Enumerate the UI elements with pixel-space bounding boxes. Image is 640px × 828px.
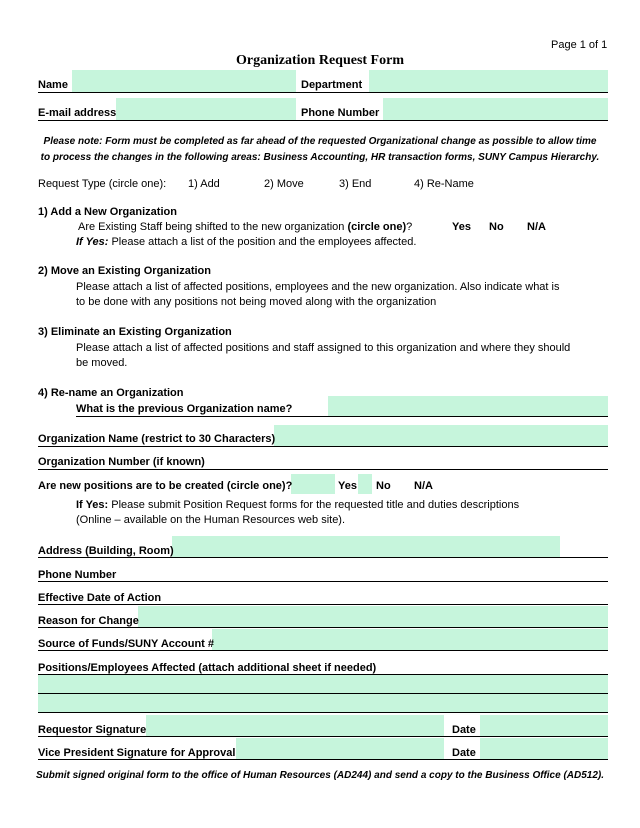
reason-label: Reason for Change — [38, 615, 139, 627]
positions-yes-option[interactable]: Yes — [338, 480, 357, 492]
funds-label: Source of Funds/SUNY Account # — [38, 638, 215, 650]
positions-response-field[interactable] — [291, 474, 335, 494]
request-type-add[interactable]: 1) Add — [188, 178, 220, 190]
request-type-move[interactable]: 2) Move — [264, 178, 304, 190]
page-number: Page 1 of 1 — [551, 39, 608, 51]
positions-affected-label: Positions/Employees Affected (attach additional sheet if needed) — [38, 662, 377, 674]
move-line-2: to be done with any positions not being moved along with the organization — [76, 296, 437, 308]
add-question-text: Are Existing Staff being shifted to the new organization — [78, 221, 345, 233]
section-rename-heading: 4) Re-name an Organization — [38, 387, 184, 399]
add-ifyes-text: Please attach a list of the position and the employees affected. — [111, 236, 417, 248]
vp-date-label: Date — [452, 747, 476, 759]
org-name-label: Organization Name (restrict to 30 Characters) — [38, 433, 276, 445]
positions-affected-field-2[interactable] — [38, 694, 608, 712]
add-ifyes-label: If Yes: — [76, 236, 109, 248]
add-no-option[interactable]: No — [489, 221, 504, 233]
details-phone-label: Phone Number — [38, 569, 117, 581]
email-row-line — [38, 120, 608, 121]
add-circle-one: (circle one) — [347, 221, 407, 233]
request-type-label: Request Type (circle one): — [38, 178, 167, 190]
previous-org-name-field[interactable] — [328, 396, 608, 416]
name-field[interactable] — [72, 70, 296, 92]
positions-question: Are new positions are to be created (circle one)? — [38, 480, 293, 492]
department-label: Department — [301, 79, 363, 91]
add-ifyes-line — [76, 236, 416, 248]
reason-line — [38, 627, 608, 628]
address-field[interactable] — [172, 536, 560, 557]
positions-ifyes-text: Please submit Position Request forms for the requested title and duties descriptions — [111, 499, 520, 511]
positions-ifyes-label: If Yes: — [76, 499, 109, 511]
phone-field[interactable] — [383, 98, 608, 120]
positions-no-option[interactable]: No — [376, 480, 391, 492]
effective-date-line — [38, 604, 608, 605]
positions-na-option[interactable]: N/A — [414, 480, 433, 492]
add-question-mark: ? — [406, 221, 413, 233]
eliminate-line-1: Please attach a list of affected positions and staff assigned to this organization and where they should — [76, 342, 571, 354]
requestor-date-label: Date — [452, 724, 476, 736]
add-yes-option[interactable]: Yes — [452, 221, 471, 233]
department-field[interactable] — [369, 70, 608, 92]
positions-ifyes-line-2: (Online – available on the Human Resources web site). — [76, 514, 346, 526]
requestor-date-field[interactable] — [480, 715, 608, 736]
reason-field[interactable] — [138, 606, 608, 627]
vp-signature-label: Vice President Signature for Approval — [38, 747, 236, 759]
details-phone-line — [38, 581, 608, 582]
request-type-end[interactable]: 3) End — [339, 178, 372, 190]
requestor-signature-label: Requestor Signature — [38, 724, 147, 736]
request-type-rename[interactable]: 4) Re-Name — [414, 178, 474, 190]
funds-line — [38, 650, 608, 651]
previous-org-label: What is the previous Organization name? — [76, 403, 293, 415]
previous-org-line — [76, 416, 608, 417]
positions-ifyes-line — [76, 499, 519, 511]
funds-field[interactable] — [212, 629, 608, 650]
org-number-line — [38, 469, 608, 470]
section-add-heading: 1) Add a New Organization — [38, 206, 177, 218]
positions-yes-field[interactable] — [358, 474, 372, 494]
add-na-option[interactable]: N/A — [527, 221, 546, 233]
org-name-field[interactable] — [274, 425, 608, 446]
requestor-signature-field[interactable] — [146, 715, 444, 736]
address-line — [38, 557, 608, 558]
notice-line-1: Please note: Form must be completed as far ahead of the requested Organizational change as possible to allow time — [43, 136, 597, 147]
email-field[interactable] — [116, 98, 296, 120]
vp-line — [38, 759, 608, 760]
phone-label: Phone Number — [301, 107, 380, 119]
move-line-1: Please attach a list of affected positions, employees and the new organization. Also indicate what is — [76, 281, 560, 293]
footer-instruction: Submit signed original form to the office of Human Resources (AD244) and send a copy to the Business Office (AD512). — [35, 770, 605, 781]
org-number-label: Organization Number (if known) — [38, 456, 205, 468]
name-row-line — [38, 92, 608, 93]
section-move-heading: 2) Move an Existing Organization — [38, 265, 211, 277]
email-label: E-mail address — [38, 107, 117, 119]
positions-affected-line-2 — [38, 712, 608, 713]
positions-affected-field-1[interactable] — [38, 675, 608, 693]
notice-line-2: to process the changes in the following areas: Business Accounting, HR transaction forms, SUNY Campus Hierarchy. — [40, 152, 600, 163]
eliminate-line-2: be moved. — [76, 357, 128, 369]
address-label: Address (Building, Room) — [38, 545, 174, 557]
name-label: Name — [38, 79, 68, 91]
requestor-line — [38, 736, 608, 737]
section-eliminate-heading: 3) Eliminate an Existing Organization — [38, 326, 232, 338]
page-title: Organization Request Form — [236, 53, 404, 68]
vp-date-field[interactable] — [480, 738, 608, 759]
section-add-question — [78, 221, 412, 233]
org-name-line — [38, 446, 608, 447]
vp-signature-field[interactable] — [236, 738, 444, 759]
effective-date-label: Effective Date of Action — [38, 592, 162, 604]
